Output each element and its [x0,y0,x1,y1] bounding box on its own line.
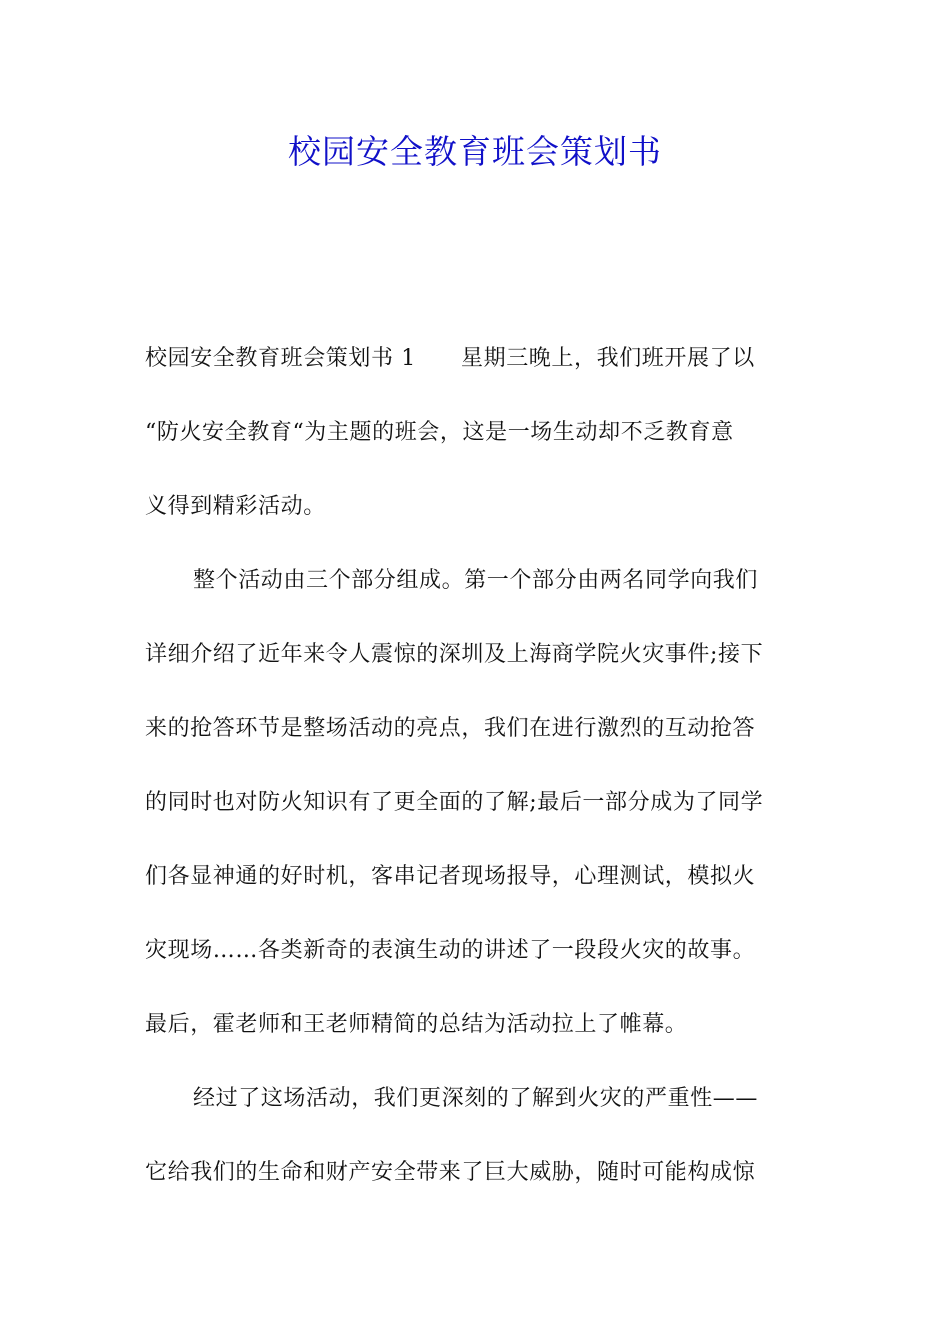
body-line: 们各显神通的好时机，客串记者现场报导，心理测试，模拟火 [145,864,756,889]
body-line: 最后，霍老师和王老师精简的总结为活动拉上了帷幕。 [145,1012,688,1037]
body-line: 经过了这场活动，我们更深刻的了解到火灾的严重性—— [193,1086,759,1111]
body-line: 义得到精彩活动。 [145,494,326,519]
document-title: 校园安全教育班会策划书 [288,132,662,171]
body-line: 校园安全教育班会策划书 1 星期三晚上，我们班开展了以 [145,346,755,371]
body-line: “防火安全教育“为主题的班会，这是一场生动却不乏教育意 [145,420,734,445]
body-line: 整个活动由三个部分组成。第一个部分由两名同学向我们 [193,568,759,593]
body-line: 来的抢答环节是整场活动的亮点，我们在进行激烈的互动抢答 [145,716,756,741]
document-body [145,337,810,1225]
body-line: 的同时也对防火知识有了更全面的了解;最后一部分成为了同学 [145,790,764,815]
body-line: 它给我们的生命和财产安全带来了巨大威胁，随时可能构成惊 [145,1160,756,1185]
body-line: 详细介绍了近年来令人震惊的深圳及上海商学院火灾事件;接下 [145,642,764,667]
body-line: 灾现场……各类新奇的表演生动的讲述了一段段火灾的故事。 [145,938,756,963]
